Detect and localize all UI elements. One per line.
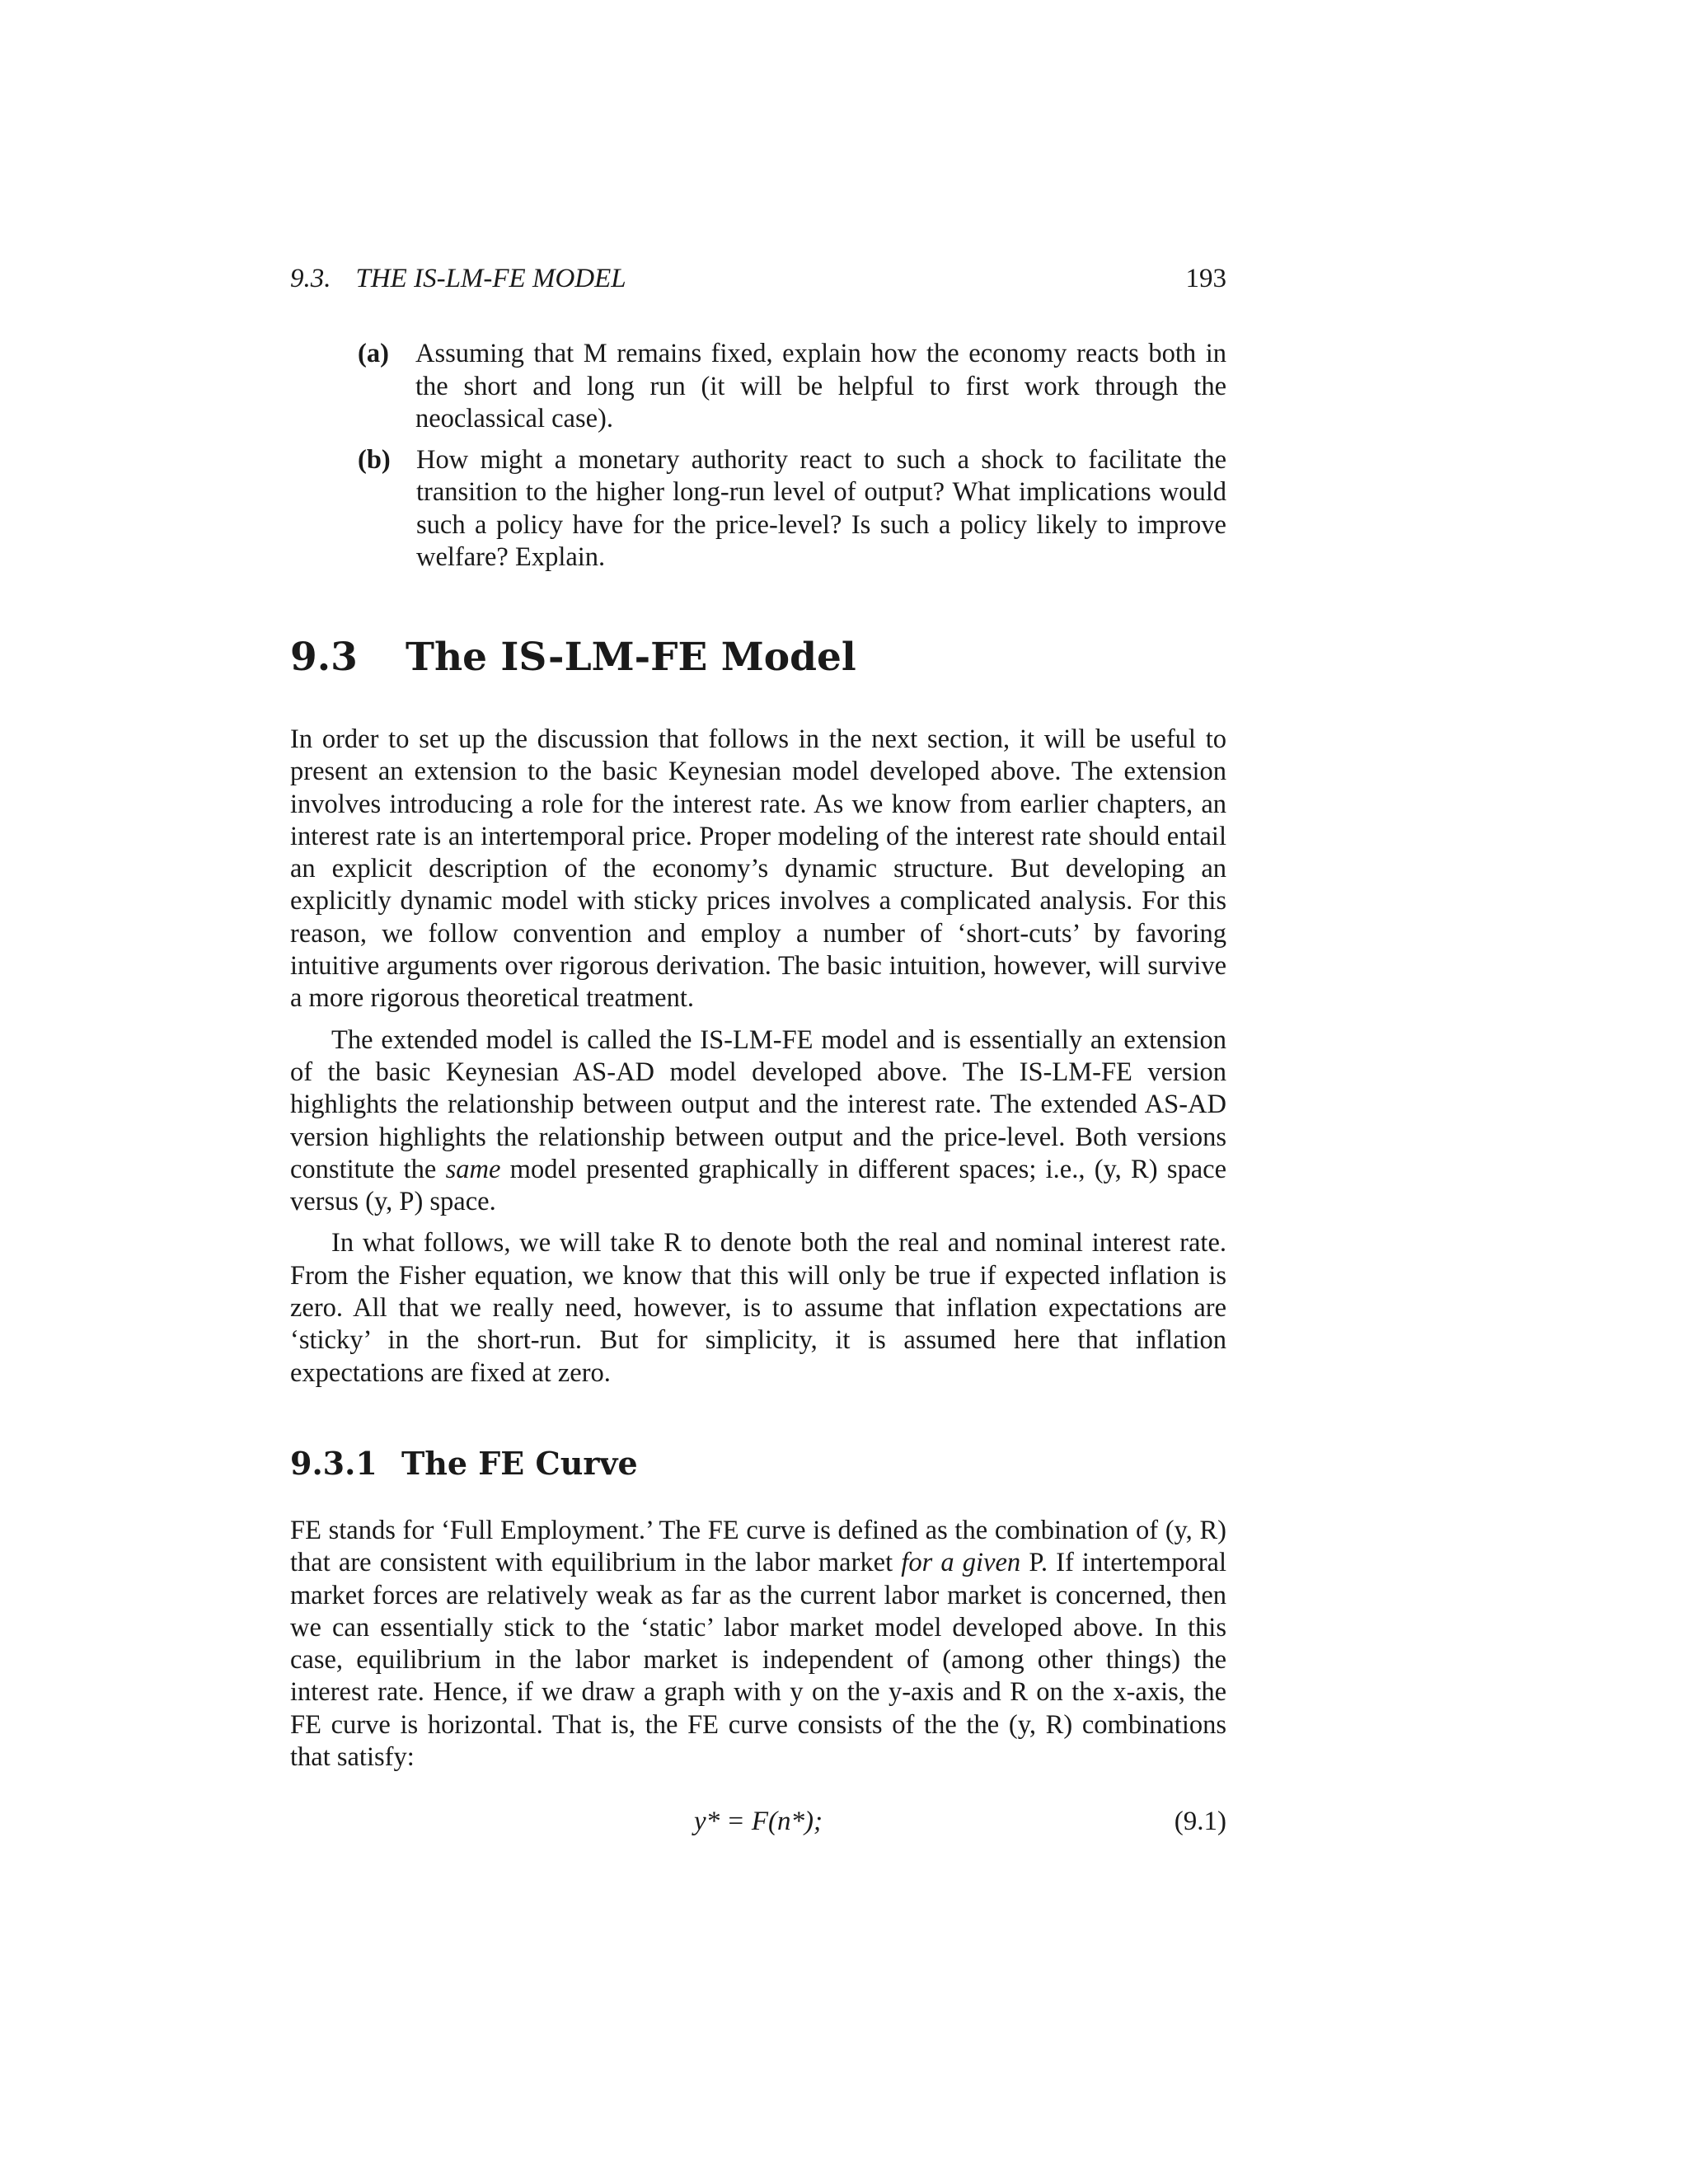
paragraph-text: FE stands for ‘Full Employment.’ The FE curve is defined as the combination of (y, R) that are consistent with equilibrium in the labor market <box>290 1516 1226 1578</box>
paragraph <box>290 1515 1226 1774</box>
subsection-title: The FE Curve <box>401 1445 638 1482</box>
section-number: 9.3 <box>290 635 358 680</box>
exercise-item-b <box>290 444 1226 574</box>
exercise-label: (b) <box>358 444 391 475</box>
equation-number: (9.1) <box>1174 1807 1226 1836</box>
paragraph: In what follows, we will take R to denote both the real and nominal interest rate. From the Fisher equation, we know that this will only be true if expected inflation is zero. All that we really need, however, is to assume that inflation expectations are ‘sticky’ in the short-run. But for simplicity, it is assumed here that inflation expectations are fixed at zero. <box>290 1228 1226 1388</box>
section-body <box>290 724 1226 1399</box>
page-number: 193 <box>1185 264 1226 293</box>
subsection-number: 9.3.1 <box>290 1445 377 1482</box>
paragraph-text: The extended model is called the IS-LM-FE model and is essentially an extension of the basic Keynesian AS-AD model developed above. The IS-LM-FE version highlights the relationship between output and the interest rate. The extended AS-AD version highlights the relationship between output and the price-level. Both versions constitute the <box>290 1024 1226 1184</box>
running-head <box>290 262 1226 295</box>
exercise-item-a <box>290 338 1226 436</box>
running-head-title <box>290 262 626 295</box>
exercise-text: Assuming that M remains fixed, explain how the economy reacts both in the short and long run (it will be helpful to first work through the neoclassical case). <box>415 339 1226 434</box>
subsection-body <box>290 1515 1226 1774</box>
paragraph <box>290 1024 1226 1219</box>
emphasis: same <box>445 1154 501 1184</box>
section-title: The IS-LM-FE Model <box>406 635 856 680</box>
equation-body: y* = F(n*); <box>693 1807 823 1836</box>
exercise-list <box>290 338 1226 583</box>
exercise-label: (a) <box>358 339 389 368</box>
subsection-heading <box>290 1444 1226 1483</box>
emphasis: for a given <box>901 1548 1021 1578</box>
equation <box>290 1803 1226 1840</box>
paragraph-text: P. If intertemporal market forces are relatively weak as far as the current labor market is concerned, then we can essentially stick to the ‘static’ labor market model developed above. In this case, equilibrium in the labor market is independent of (among other things) the interest rate. Hence, if we draw a graph with y on the y-axis and R on the x-axis, the FE curve is horizontal. That is, the FE curve consists of the the (y, R) combinations that satisfy: <box>290 1548 1226 1773</box>
running-head-section-title: THE IS-LM-FE MODEL <box>355 264 626 293</box>
paragraph-text: model presented graphically in different spaces; i.e., (y, R) space versus (y, P) space. <box>290 1154 1226 1217</box>
running-head-section-number: 9.3. <box>290 264 331 293</box>
section-heading <box>290 633 1226 682</box>
paragraph: In order to set up the discussion that follows in the next section, it will be useful to present an extension to the basic Keynesian model developed above. The extension involves introducing a role for the interest rate. As we know from earlier chapters, an interest rate is an intertemporal price. Proper modeling of the interest rate should entail an explicit description of the economy’s dynamic structure. But developing an explicitly dynamic model with sticky prices involves a complicated analysis. For this reason, we follow convention and employ a number of ‘short-cuts’ by favoring intuitive arguments over rigorous derivation. The basic intuition, however, will survive a more rigorous theoretical treatment. <box>290 724 1226 1014</box>
exercise-text: How might a monetary authority react to such a shock to facilitate the transition to the higher long-run level of output? What implications would such a policy have for the price-level? Is such a policy likely to improve welfare? Explain. <box>416 444 1226 572</box>
